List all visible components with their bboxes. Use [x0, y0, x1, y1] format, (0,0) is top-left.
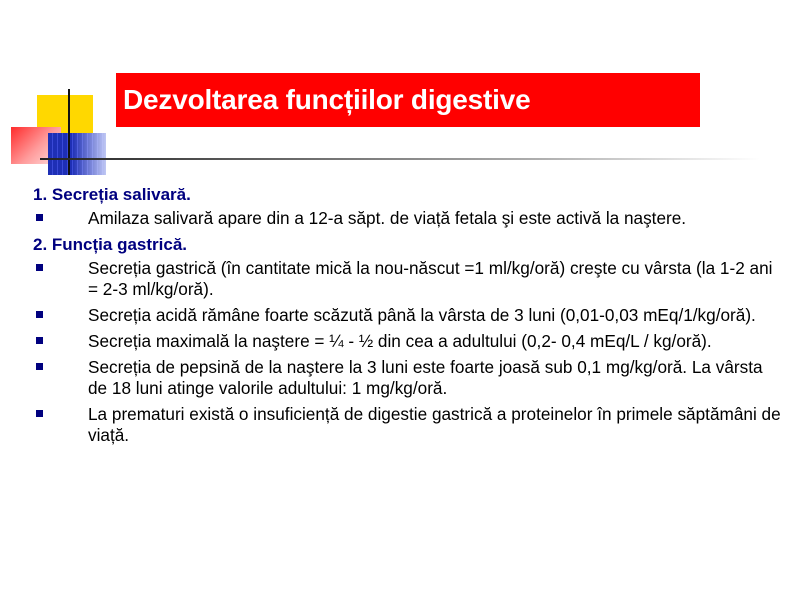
bullet-item [33, 305, 783, 326]
bullet-text: La prematuri există o insuficiență de digestie gastrică a proteinelor în primele săptămâni de viață. [88, 404, 781, 445]
square-bullet-icon [36, 337, 43, 344]
square-bullet-icon [36, 363, 43, 370]
square-bullet-icon [36, 264, 43, 271]
decorative-vertical-line [68, 89, 70, 175]
bullet-text: Amilaza salivară apare din a 12-a săpt. de viață fetala şi este activă la naştere. [88, 208, 687, 228]
bullet-text: Secreția de pepsină de la naştere la 3 luni este foarte joasă sub 0,1 mg/kg/oră. La vârsta de 18 luni atinge valorile adultului: 1 mg/kg/oră. [88, 357, 763, 398]
bullet-item [33, 331, 783, 352]
slide-content [33, 184, 783, 451]
square-bullet-icon [36, 410, 43, 417]
slide-title: Dezvoltarea funcțiilor digestive [123, 84, 531, 115]
bullet-text: Secreția acidă rămâne foarte scăzută până la vârsta de 3 luni (0,01-0,03 mEq/1/kg/oră). [88, 305, 756, 325]
bullet-item [33, 208, 783, 229]
section-heading: 2. Funcția gastrică. [33, 235, 187, 254]
square-bullet-icon [36, 214, 43, 221]
square-bullet-icon [36, 311, 43, 318]
title-bar [116, 73, 700, 127]
section-heading: 1. Secreția salivară. [33, 185, 191, 204]
decorative-blue-fade [72, 133, 106, 175]
bullet-text: Secreția maximală la naştere = ¼ - ½ din cea a adultului (0,2- 0,4 mEq/L / kg/oră). [88, 331, 712, 351]
decorative-horizontal-line [40, 158, 760, 160]
bullet-item [33, 357, 783, 399]
bullet-item [33, 404, 783, 446]
bullet-item [33, 258, 783, 300]
bullet-text: Secreția gastrică (în cantitate mică la nou-născut =1 ml/kg/oră) creşte cu vârsta (la 1-2 ani = 2-3 ml/kg/oră). [88, 258, 773, 299]
